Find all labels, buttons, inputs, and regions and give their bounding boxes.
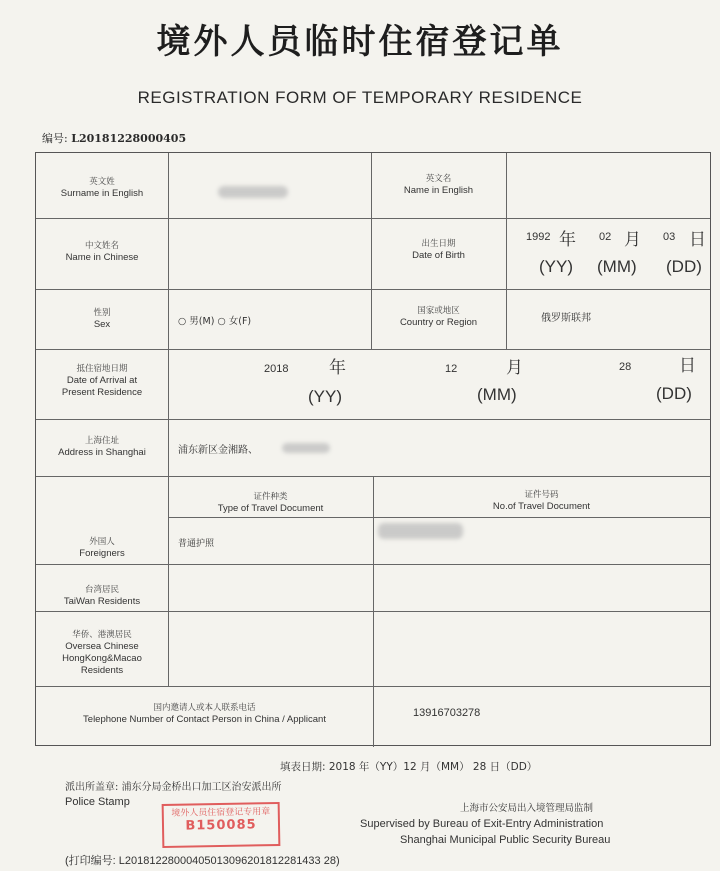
- arrival-dd: (DD): [656, 384, 692, 403]
- redacted-doc-number: [378, 523, 463, 539]
- dob-mm: (MM): [597, 257, 637, 276]
- arrival-month: 12: [445, 363, 458, 375]
- arrival-label: 抵住宿地日期 Date of Arrival at Present Residence: [61, 364, 143, 398]
- arrival-yy: (YY): [308, 387, 342, 406]
- stamp-code: B150085: [185, 817, 257, 834]
- serial-label: 编号:: [42, 132, 68, 145]
- dob-day: 03: [663, 231, 676, 243]
- sex-label: 性别 Sex: [93, 308, 111, 330]
- dob-month-cn: 月: [624, 230, 641, 250]
- title-chinese: 境外人员临时住宿登记单: [156, 22, 564, 62]
- surname-label: 英文姓 Surname in English: [60, 177, 144, 199]
- title-english: REGISTRATION FORM OF TEMPORARY RESIDENCE: [137, 88, 583, 107]
- phone-value: 13916703278: [413, 707, 481, 719]
- dob-day-cn: 日: [689, 230, 706, 250]
- arrival-day: 28: [619, 361, 632, 373]
- dob-label: 出生日期 Date of Birth: [412, 239, 465, 261]
- supervised-cn: 上海市公安局出入境管理局监制: [460, 803, 594, 814]
- arrival-year: 2018: [264, 363, 289, 375]
- stamp-text: 境外人员住宿登记专用章: [171, 807, 271, 819]
- foreigners-doc-type: 普通护照: [178, 539, 215, 549]
- country-value: 俄罗斯联邦: [541, 313, 591, 324]
- police-stamp: [162, 802, 281, 848]
- foreigners-label: 外国人 Foreigners: [79, 537, 125, 559]
- redacted-address: [282, 443, 330, 453]
- overseas-label: 华侨、港澳居民 Oversea Chinese HongKong&Macao Residents: [62, 630, 142, 676]
- dob-dd: (DD): [666, 257, 702, 276]
- chinese-name-label: 中文姓名 Name in Chinese: [65, 241, 139, 263]
- arrival-mm: (MM): [477, 385, 517, 404]
- police-station: 浦东分局金桥出口加工区治安派出所: [121, 782, 282, 793]
- sex-options[interactable]: ○ 男(M) ○ 女(F): [178, 316, 252, 327]
- arrival-day-cn: 日: [679, 356, 696, 376]
- print-number: (打印编号: L20181228000405013096201812281433 28): [65, 855, 340, 867]
- dob-yy: (YY): [539, 257, 573, 276]
- police-stamp-line: [65, 778, 282, 793]
- registration-form: [35, 152, 711, 746]
- serial-value: L20181228000405: [71, 132, 187, 145]
- phone-label: 国内邀请人或本人联系电话 Telephone Number of Contact Person in China / Applicant: [83, 703, 326, 725]
- taiwan-label: 台湾居民 TaiWan Residents: [63, 585, 141, 607]
- given-name-label: 英文名 Name in English: [403, 174, 474, 196]
- arrival-year-cn: 年: [329, 358, 346, 378]
- arrival-month-cn: 月: [506, 358, 523, 378]
- supervised-en-2: Shanghai Municipal Public Security Bureau: [400, 834, 611, 846]
- redacted-surname: [218, 186, 288, 198]
- fill-date: 填表日期: 2018 年（YY）12 月（MM） 28 日（DD）: [280, 761, 538, 773]
- address-label: 上海住址 Address in Shanghai: [58, 436, 146, 458]
- doc-type-header: 证件种类 Type of Travel Document: [217, 492, 324, 514]
- supervised-en-1: Supervised by Bureau of Exit-Entry Administration: [360, 818, 604, 830]
- doc-no-header: 证件号码 No.of Travel Document: [492, 490, 591, 512]
- dob-year: 1992: [526, 231, 551, 243]
- dob-year-cn: 年: [559, 230, 576, 250]
- serial-number: [42, 130, 186, 146]
- address-value: 浦东新区金湘路、: [178, 445, 258, 456]
- dob-month: 02: [599, 231, 612, 243]
- police-stamp-en: Police Stamp: [65, 796, 130, 808]
- country-label: 国家或地区 Country or Region: [399, 306, 478, 328]
- police-stamp-cn: 派出所盖章:: [65, 782, 119, 793]
